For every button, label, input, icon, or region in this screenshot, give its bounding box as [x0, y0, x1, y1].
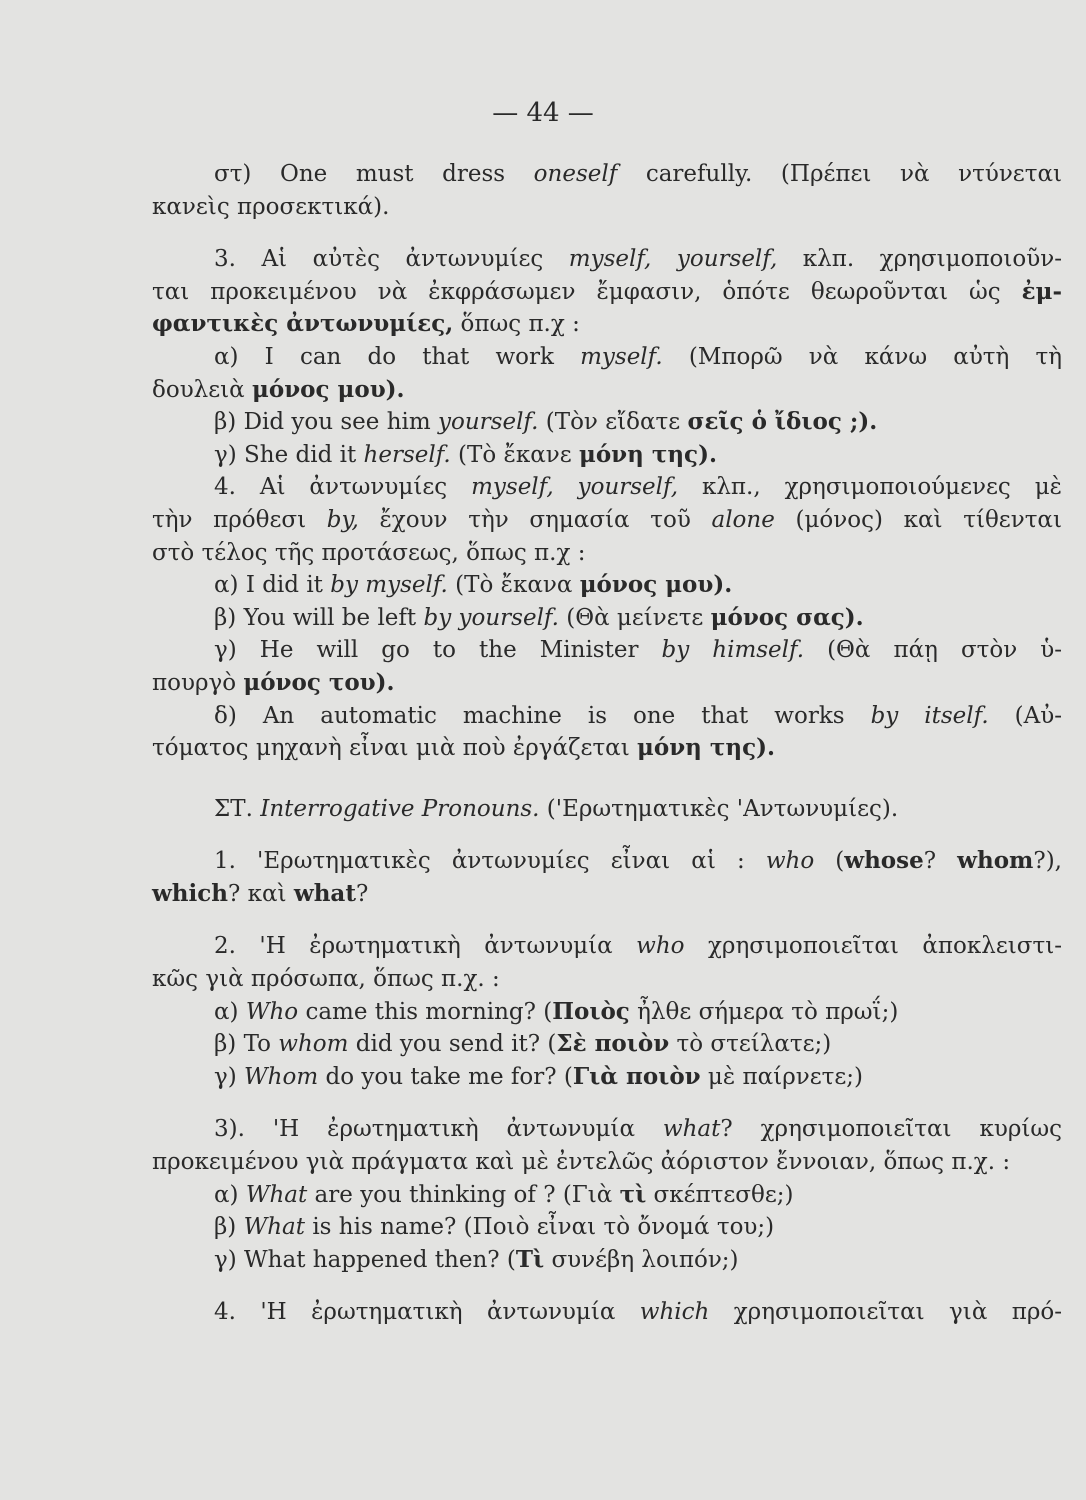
italic-text: What [245, 1181, 308, 1208]
bold-text: μόνος του). [243, 668, 395, 696]
text-segment: (Θὰ μείνετε [558, 604, 711, 631]
text-segment: 4. Αἱ ἀντωνυμίες [214, 474, 472, 501]
text-line [152, 569, 1062, 602]
italic-text: by myself. [330, 572, 448, 599]
text-segment: α) [214, 1181, 246, 1208]
text-line [152, 243, 1062, 276]
text-line [152, 878, 1062, 911]
text-segment: γ) [214, 1063, 245, 1090]
text-segment: πουργὸ [152, 669, 244, 696]
text-line [152, 158, 1062, 191]
text-segment: do you take me for? ( [318, 1063, 573, 1090]
text-segment: δ) An automatic machine is one that works [214, 702, 871, 729]
bold-text: σεῖς ὁ ἴδιος ;). [687, 408, 878, 436]
text-segment: τὴν πρόθεσι [152, 506, 327, 533]
text-line [152, 1211, 1062, 1244]
bold-text: Τὶ [515, 1245, 545, 1273]
text-segment: ἔχουν τὴν σημασία τοῦ [358, 506, 712, 533]
text-segment: γ) He will go to the Minister [214, 637, 662, 664]
text-segment: κῶς γιὰ πρόσωπα, ὅπως π.χ. : [152, 966, 500, 993]
text-segment: (Τὸ ἔκανε [450, 441, 579, 468]
italic-text: what [662, 1116, 721, 1143]
italic-text: Who [245, 998, 299, 1025]
italic-text: myself, yourself, [471, 474, 679, 501]
bold-text: Ποιὸς [552, 997, 630, 1025]
text-segment: are you thinking of ? (Γιὰ [307, 1181, 620, 1208]
text-line [152, 1296, 1062, 1329]
text-segment: (Θὰ πάῃ στὸν ὑ- [804, 637, 1063, 664]
text-segment: ὅπως π.χ : [453, 311, 580, 338]
text-line [152, 374, 1062, 407]
text-line [152, 634, 1062, 667]
text-line [152, 341, 1062, 374]
text-line [152, 191, 1062, 224]
text-line [152, 276, 1062, 309]
text-segment: κλπ. χρησιμοποιοῦν- [777, 246, 1063, 273]
text-line [152, 1179, 1062, 1212]
italic-text: by itself. [870, 702, 989, 729]
text-segment: τὸ στείλατε;) [669, 1031, 832, 1058]
text-segment: β) [214, 1214, 244, 1241]
text-segment: (Αὐ- [988, 702, 1062, 729]
text-segment: ( [814, 848, 845, 875]
bold-text: μόνη της). [579, 440, 717, 468]
italic-text: Interrogative Pronouns. [260, 795, 540, 822]
text-segment: β) Did you see him [214, 409, 439, 436]
text-line [152, 1028, 1062, 1061]
text-line [152, 1113, 1062, 1146]
italic-text: yourself. [438, 409, 539, 436]
bold-text: μόνος μου). [252, 375, 405, 403]
italic-text: oneself [533, 161, 618, 187]
text-line [152, 930, 1062, 963]
text-segment: β) You will be left [214, 604, 424, 631]
page-number: — 44 — [492, 98, 594, 128]
italic-text: What [243, 1214, 306, 1241]
text-segment: ? [923, 848, 958, 875]
text-segment: κλπ., χρησιμοποιούμενες μὲ [678, 474, 1063, 501]
text-segment: 2. 'Η ἐρωτηματικὴ ἀντωνυμία [214, 933, 637, 960]
italic-text: who [765, 848, 815, 875]
italic-text: by yourself. [423, 604, 559, 631]
text-line [152, 732, 1062, 765]
text-line [152, 406, 1062, 439]
text-segment: μὲ παίρνετε;) [700, 1063, 863, 1090]
text-segment: σκέπτεσθε;) [646, 1181, 794, 1208]
text-segment: ται προκειμένου νὰ ἐκφράσωμεν ἔμφασιν, ὁπότε θεωροῦνται ὡς [152, 278, 1022, 305]
text-line [152, 1061, 1062, 1094]
text-segment: στὸ τέλος τῆς προτάσεως, ὅπως π.χ : [152, 539, 586, 566]
bold-text: Γιὰ ποιὸν [572, 1062, 701, 1090]
text-segment: α) I can do that work [214, 343, 581, 370]
text-segment: γ) What happened then? ( [214, 1246, 516, 1273]
text-line [152, 439, 1062, 472]
text-segment: β) To [214, 1031, 279, 1058]
text-segment: α) [214, 998, 246, 1025]
text-line [152, 845, 1062, 878]
text-line [152, 996, 1062, 1029]
bold-text: μόνος μου). [579, 571, 733, 599]
text-segment: 3). 'Η ἐρωτηματικὴ ἀντωνυμία [214, 1116, 663, 1143]
bold-text: μόνος σας). [710, 603, 864, 631]
text-segment: ἦλθε σήμερα τὸ πρωΐ;) [629, 998, 899, 1025]
italic-text: Whom [244, 1063, 319, 1090]
text-line [152, 471, 1062, 504]
text-segment: 4. 'Η ἐρωτηματικὴ ἀντωνυμία [214, 1299, 640, 1326]
page-body [152, 158, 1062, 1329]
bold-text: φαντικὲς ἀντωνυμίες, [152, 310, 454, 338]
italic-text: by himself. [661, 637, 805, 664]
text-segment: (μόνος) καὶ τίθενται [774, 506, 1062, 533]
text-segment: 1. 'Ερωτηματικὲς ἀντωνυμίες εἶναι αἱ : [214, 848, 766, 875]
bold-text: what [293, 879, 356, 907]
bold-text: τὶ [619, 1180, 647, 1208]
bold-text: whom [957, 847, 1034, 875]
text-segment: ? χρησιμοποιεῖται κυρίως [720, 1116, 1062, 1143]
text-segment: τόματος μηχανὴ εἶναι μιὰ ποὺ ἐργάζεται [152, 735, 638, 762]
text-line [152, 963, 1062, 996]
italic-text: who [636, 933, 685, 960]
text-segment: συνέβη λοιπόν;) [544, 1246, 739, 1273]
text-segment: is his name? (Ποιὸ εἶναι τὸ ὄνομά του;) [305, 1214, 775, 1241]
italic-text: myself. [580, 343, 663, 370]
section-heading [152, 793, 1062, 826]
bold-text: μόνη της). [637, 734, 776, 762]
text-segment: στ) One must dress [214, 161, 534, 187]
text-line [152, 308, 1062, 341]
text-segment: ? καὶ [228, 880, 294, 907]
text-segment: (Τὸν εἴδατε [538, 409, 688, 436]
italic-text: which [639, 1299, 710, 1326]
text-segment: carefully. (Πρέπει νὰ ντύνεται [617, 161, 1062, 187]
text-segment: δουλειὰ [152, 376, 253, 403]
text-segment: γ) She did it [214, 441, 364, 468]
text-segment: (Τὸ ἔκανα [447, 572, 580, 599]
italic-text: herself. [363, 441, 451, 468]
text-line [152, 667, 1062, 700]
text-line [152, 700, 1062, 733]
text-segment: did you send it? ( [348, 1031, 557, 1058]
text-line [152, 602, 1062, 635]
bold-text: ἐμ- [1021, 277, 1062, 305]
text-segment: ? [355, 880, 369, 907]
text-line [152, 504, 1062, 537]
text-line [152, 537, 1062, 570]
text-segment: 3. Αἱ αὐτὲς ἀντωνυμίες [214, 246, 569, 273]
italic-text: myself, yourself, [568, 246, 778, 273]
text-segment: ΣΤ. [214, 795, 261, 822]
italic-text: alone [711, 506, 775, 533]
italic-text: by, [326, 506, 359, 533]
text-segment: προκειμένου γιὰ πράγματα καὶ μὲ ἐντελῶς ἀόριστον ἔννοιαν, ὅπως π.χ. : [152, 1149, 1011, 1176]
bold-text: whose [844, 847, 924, 875]
text-segment: ?), [1033, 848, 1062, 875]
bold-text: which [152, 879, 228, 907]
bold-text: Σὲ ποιὸν [556, 1030, 670, 1058]
text-segment: came this morning? ( [298, 998, 553, 1025]
italic-text: whom [278, 1031, 349, 1058]
text-line [152, 1244, 1062, 1277]
text-line [152, 1146, 1062, 1179]
text-segment: ('Ερωτηματικὲς 'Αντωνυμίες). [539, 795, 899, 822]
text-segment: χρησιμοποιεῖται ἀποκλειστι- [684, 933, 1062, 960]
text-segment: κανεὶς προσεκτικά). [152, 193, 390, 220]
text-segment: α) I did it [214, 572, 331, 599]
text-segment: (Μπορῶ νὰ κάνω αὐτὴ τὴ [662, 343, 1062, 370]
text-segment: χρησιμοποιεῖται γιὰ πρό- [709, 1299, 1062, 1326]
